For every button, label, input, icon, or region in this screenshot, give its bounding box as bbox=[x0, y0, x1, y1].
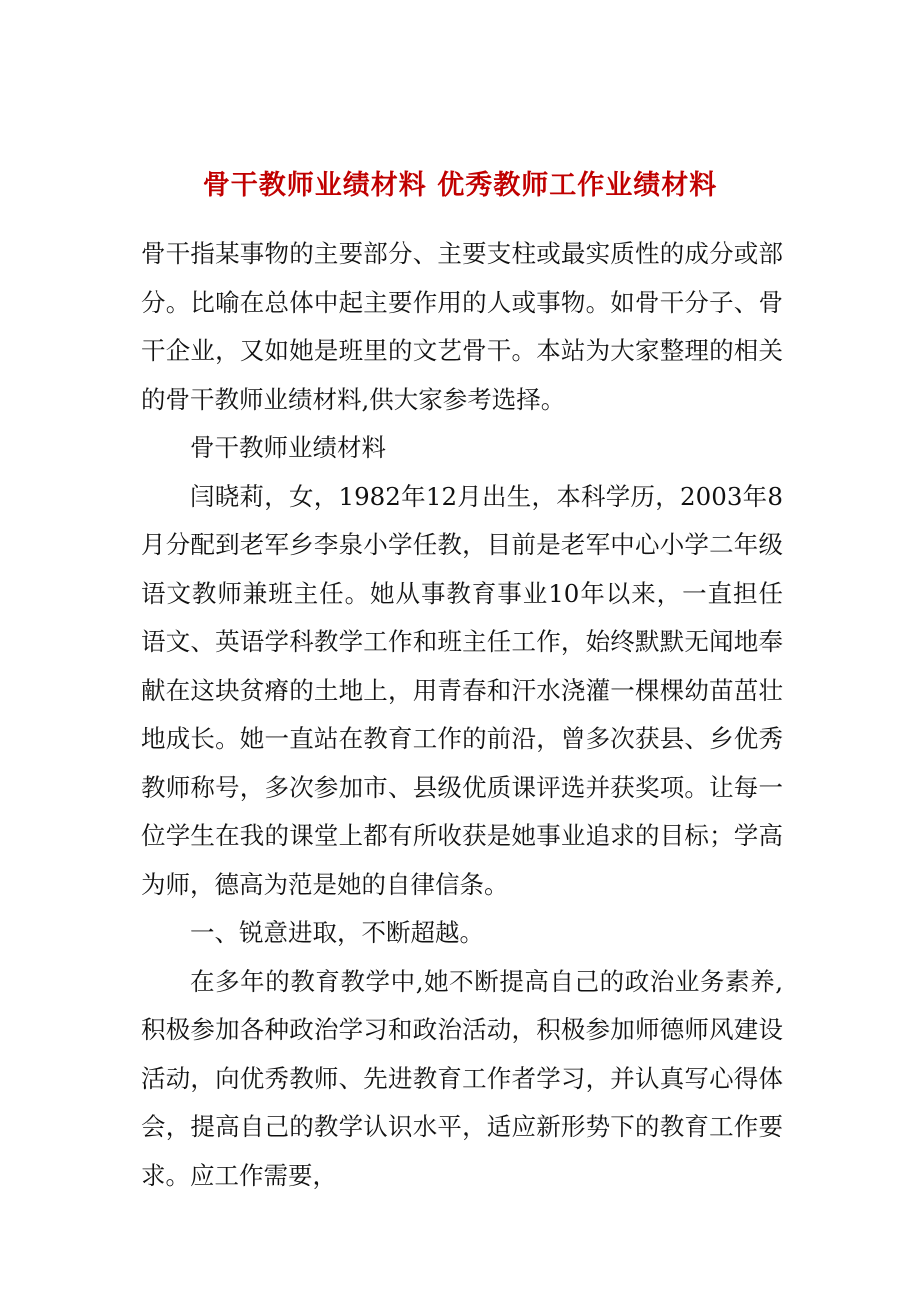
intro-paragraph: 骨干指某事物的主要部分、主要支柱或最实质性的成分或部分。比喻在总体中起主要作用的人或事物。如骨干分子、骨干企业，又如她是班里的文艺骨干。本站为大家整理的相关的骨干教师业绩材料,供大家参考选择。 bbox=[141, 239, 783, 414]
document-title: 骨干教师业绩材料 优秀教师工作业绩材料 bbox=[202, 170, 718, 201]
section-heading: 骨干教师业绩材料 bbox=[190, 433, 386, 462]
profile-paragraph: 闫晓莉，女，1982年12月出生，本科学历，2003年8月分配到老军乡李泉小学任教，目前是老军中心小学二年级语文教师兼班主任。她从事教育事业10年以来，一直担任语文、英语学科教学工作和班主任工作，始终默默无闻地奉献在这块贫瘠的土地上，用青春和汗水浇灌一棵棵幼苗茁壮地成长。她一直站在教育工作的前沿，曾多次获县、乡优秀教师称号，多次参加市、县级优质课评选并获奖项。让每一位学生在我的课堂上都有所收获是她事业追求的目标；学高为师，德高为范是她的自律信条。 bbox=[141, 481, 783, 899]
body-paragraph: 在多年的教育教学中,她不断提高自己的政治业务素养,积极参加各种政治学习和政治活动，积极参加师德师风建设活动，向优秀教师、先进教育工作者学习，并认真写心得体会，提高自己的教学认识水平，适应新形势下的教育工作要求。应工作需要， bbox=[141, 966, 783, 1190]
document-body bbox=[141, 230, 783, 1200]
subsection-heading: 一、锐意进取，不断超越。 bbox=[190, 918, 484, 947]
